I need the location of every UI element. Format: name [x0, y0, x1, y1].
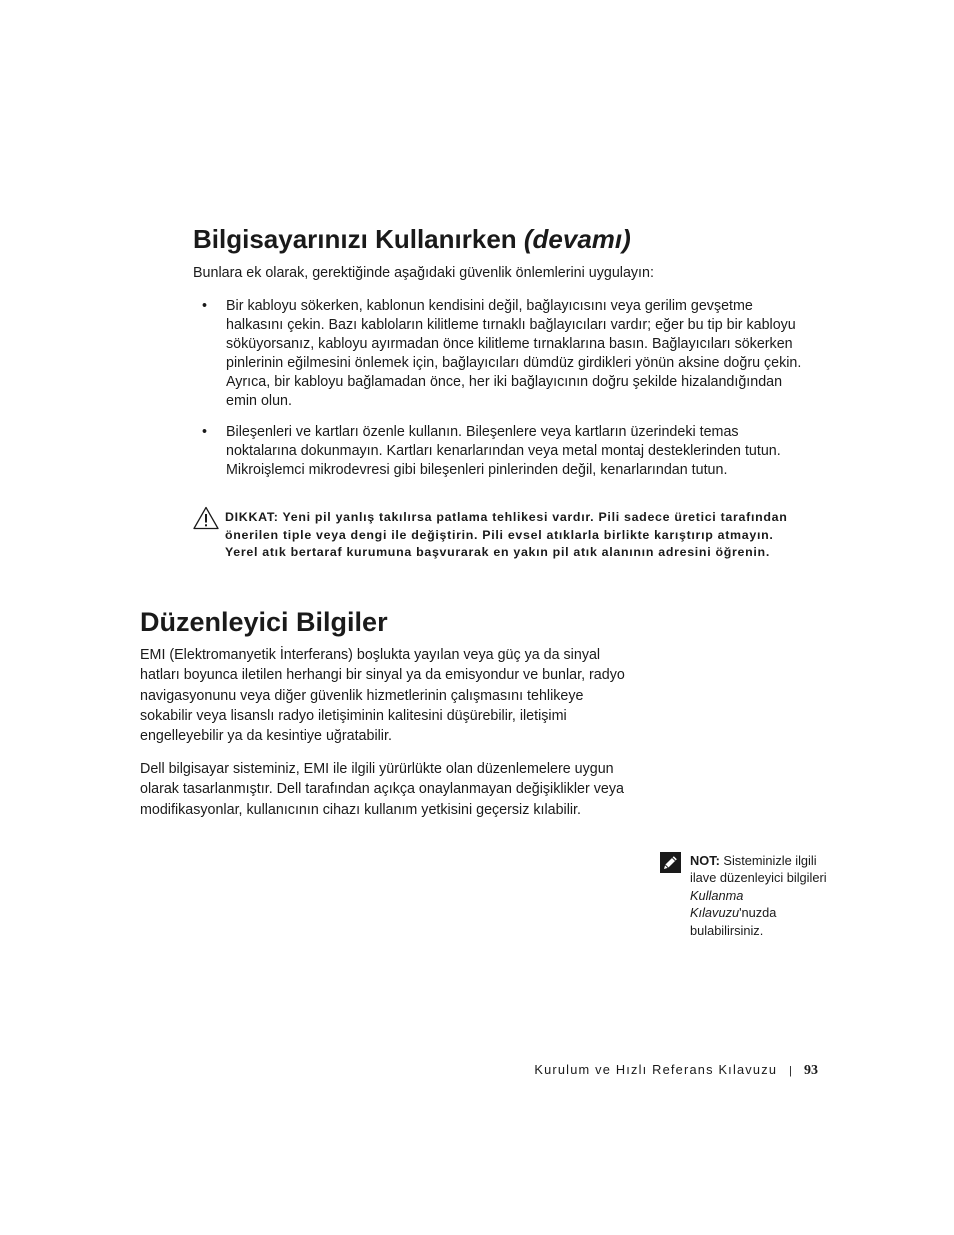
- page-title-continued: (devamı): [523, 224, 631, 254]
- bullet-icon: •: [202, 424, 208, 440]
- note-body-end: 'nuzda bulabilirsiniz.: [690, 905, 777, 938]
- note-text: [690, 852, 830, 939]
- safety-bullet-list: [202, 297, 802, 480]
- page-number: 93: [804, 1063, 818, 1078]
- list-item: [202, 297, 802, 411]
- note-guide-title: Kullanma Kılavuzu: [690, 887, 744, 921]
- footer-separator: |: [789, 1065, 792, 1077]
- section-title: Düzenleyici Bilgiler: [140, 607, 388, 637]
- caution-text: DIKKAT: Yeni pil yanlış takılırsa patlama tehlikesi vardır. Pili sadece üretici tarafından önerilen tiple veya dengi ile değiştirin. Pili evsel atıklarla birlikte karıştırıp atmayın. Yerel atık bertaraf kurumuna başvurarak en yakın pil atık alanının adresini öğrenin.: [225, 510, 788, 560]
- bullet-icon: •: [202, 298, 208, 314]
- note-label: NOT:: [690, 853, 720, 868]
- page-footer: [400, 1061, 818, 1080]
- body-paragraph: Dell bilgisayar sisteminiz, EMI ile ilgili yürürlükte olan düzenlemelere uygun olarak tasarlanmıştır. Dell tarafından açıkça onaylanmayan değişiklikler veya modifikasyonlar, kullanıcının cihazı kullanım yetkisini geçersiz kılabilir.: [140, 761, 624, 818]
- body-paragraph: EMI (Elektromanyetik İnterferans) boşlukta yayılan veya güç ya da sinyal hatları boyunca iletilen herhangi bir sinyal ya da emisyondur ve bunlar, radyo navigasyonunu veya diğer güvenlik hizmetlerinin çalışmasını tehlikeye sokabilir veya lisanslı radyo iletişiminin kalitesini düşürebilir, iletişimi engelleyebilir ya da kesintiye uğratabilir.: [140, 647, 625, 745]
- intro-text: Bunlara ek olarak, gerektiğinde aşağıdaki güvenlik önlemlerini uygulayın:: [193, 265, 654, 281]
- note-body: Sisteminizle ilgili ilave düzenleyici bilgileri: [690, 853, 827, 886]
- list-item-text: Bileşenleri ve kartları özenle kullanın. Bileşenlere veya kartların üzerindeki temas noktalarına dokunmayın. Kartları kenarlarından veya metal montaj desteklerinden tutun. Mikroişlemci mikrodevresi gibi bileşenleri pinlerinden değil, kenarlarından tutun.: [226, 424, 781, 478]
- list-item: [202, 423, 802, 480]
- warning-triangle-icon: [193, 506, 219, 530]
- footer-title: Kurulum ve Hızlı Referans Kılavuzu: [534, 1062, 778, 1077]
- page-title: [193, 222, 631, 256]
- pencil-note-icon: [660, 852, 681, 873]
- list-item-text: Bir kabloyu sökerken, kablonun kendisini değil, bağlayıcısını veya gerilim gevşetme halkasını çekin. Bazı kabloların kilitleme tırnaklı bağlayıcıları vardır; eğer bu tip bir kabloyu söküyorsanız, kabloyu ayırmadan önce kilitleme tırnaklarına basın. Bağlayıcıları sökerken pinlerinin eğilmesini önlemek için, bağlayıcıları dümdüz girdikleri yönün aksine doğru çekin. Ayrıca, bir kabloyu bağlamadan önce, her iki bağlayıcının doğru şekilde hizalandığından emin olun.: [226, 298, 802, 409]
- page-title-main: Bilgisayarınızı Kullanırken: [193, 224, 524, 254]
